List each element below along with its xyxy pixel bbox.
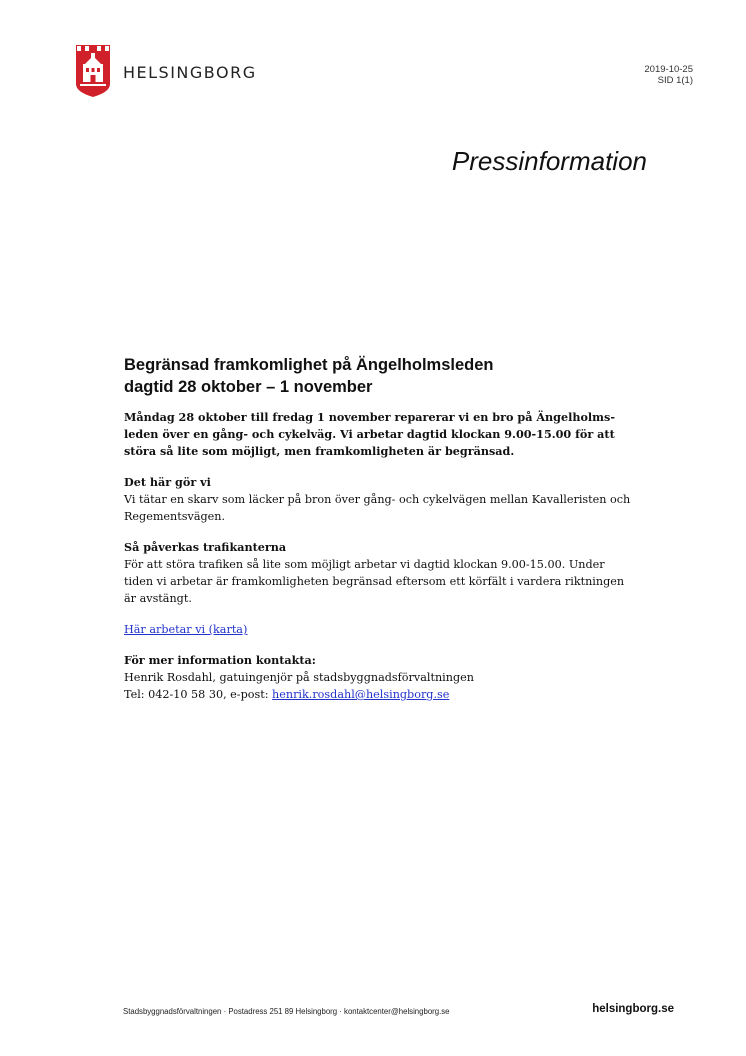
lead-line: störa så lite som möjligt, men framkomligheten är begränsad. [124,444,515,458]
paragraph-line: är avstängt. [124,592,192,605]
map-link[interactable]: Här arbetar vi (karta) [124,623,248,636]
paragraph-line: tiden vi arbetar är framkomligheten begränsad eftersom ett körfält i vardera riktningen [124,575,625,588]
section-title: Så påverkas trafikanterna [124,540,287,554]
contact-line [124,686,654,703]
helsingborg-crest-icon [75,44,111,98]
footer-address: Stadsbyggnadsförvaltningen · Postadress 251 89 Helsingborg · kontaktcenter@helsingborg.se [123,1007,450,1016]
section-paragraph [124,491,654,525]
lead-paragraph [124,409,654,460]
lead-line: Måndag 28 oktober till fredag 1 november reparerar vi en bro på Ängelholms- [124,410,615,424]
contact-tel: Tel: 042-10 58 30, e-post: [124,688,273,701]
headline-line: dagtid 28 oktober – 1 november [124,378,373,396]
contact-info [124,669,654,703]
contact-email-link[interactable]: henrik.rosdahl@helsingborg.se [272,688,450,701]
document-date: 2019-10-25 [644,64,693,75]
paragraph-line: Vi tätar en skarv som läcker på bron över gång- och cykelvägen mellan Kavalleristen och [124,493,631,506]
headline [124,354,654,398]
headline-line: Begränsad framkomlighet på Ängelholmsleden [124,356,494,374]
logo [75,44,111,98]
section-title: Det här gör vi [124,475,211,489]
contact-name: Henrik Rosdahl, gatuingenjör på stadsbyggnadsförvaltningen [124,671,474,684]
paragraph-line: För att störa trafiken så lite som möjligt arbetar vi dagtid klockan 9.00-15.00. Under [124,558,605,571]
section-paragraph [124,556,654,607]
brand-name: HELSINGBORG [123,63,257,82]
page-number: SID 1(1) [657,75,693,86]
document-meta [644,64,693,86]
footer-website[interactable]: helsingborg.se [592,1003,674,1015]
contact-title: För mer information kontakta: [124,653,316,667]
document-type: Pressinformation [451,146,647,176]
lead-line: leden över en gång- och cykelväg. Vi arbetar dagtid klockan 9.00-15.00 för att [124,427,615,441]
paragraph-line: Regementsvägen. [124,510,226,523]
article [124,354,654,703]
